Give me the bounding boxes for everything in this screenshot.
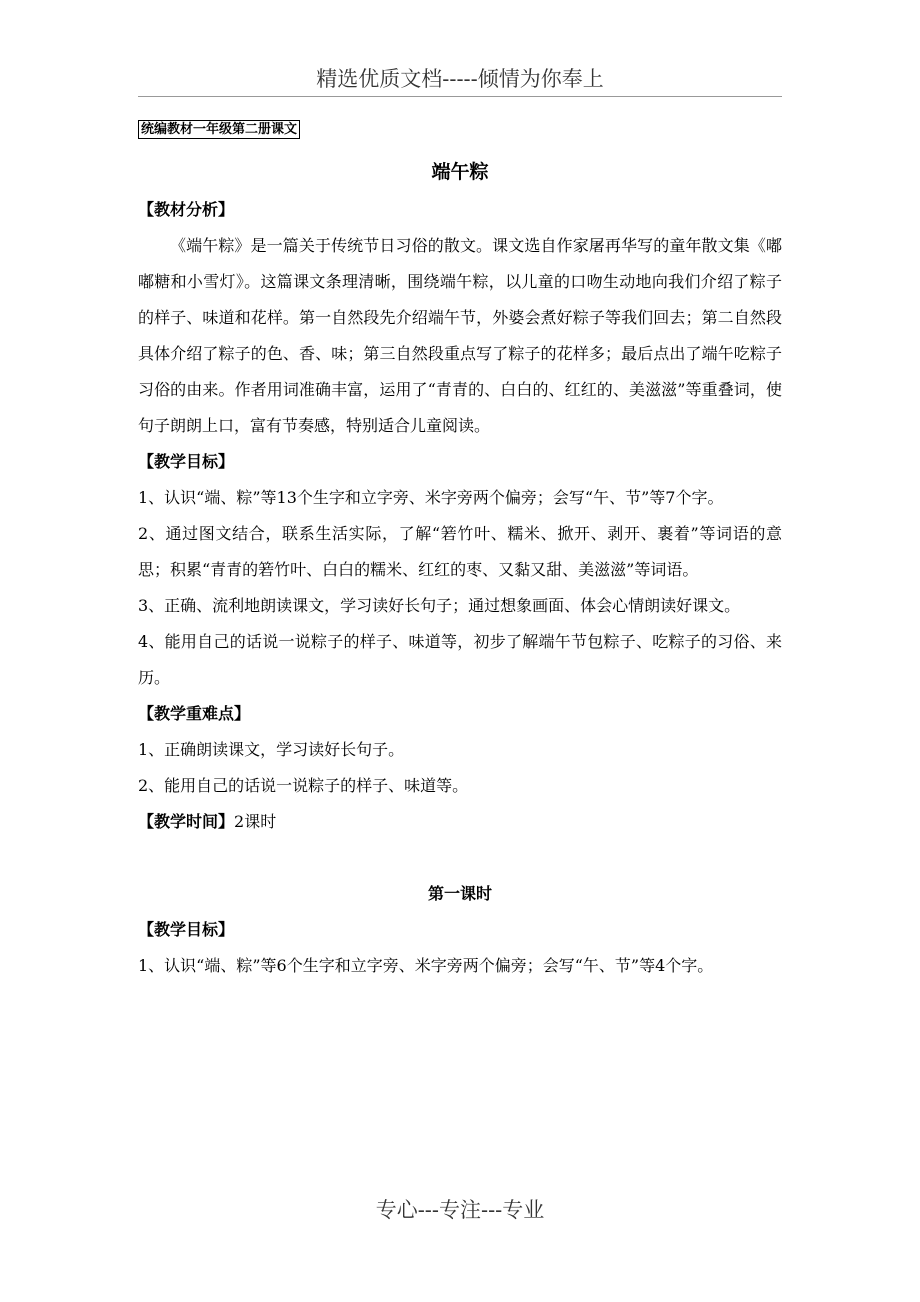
lesson-1-goals-heading: 【教学目标】 [138, 920, 235, 939]
key-points-heading: 【教学重难点】 [138, 704, 251, 723]
goals-heading: 【教学目标】 [138, 452, 235, 471]
analysis-heading: 【教材分析】 [138, 200, 235, 219]
goal-item-1: 1、认识“端、粽”等13个生字和立字旁、米字旁两个偏旁；会写“午、节”等7个字。 [138, 488, 724, 507]
document-title: 端午粽 [431, 161, 489, 183]
key-point-item-1: 1、正确朗读课文，学习读好长句子。 [138, 740, 405, 759]
teaching-time-heading: 【教学时间】 [138, 812, 235, 831]
lesson-1-title: 第一课时 [427, 884, 492, 903]
document-body [138, 152, 782, 984]
page-footer: 专心---专注---专业 [375, 1198, 545, 1222]
teaching-time-value: 2课时 [234, 812, 277, 831]
key-point-item-2: 2、能用自己的话说一说粽子的样子、味道等。 [138, 776, 469, 795]
teaching-time [138, 804, 782, 840]
analysis-paragraph: 《端午粽》是一篇关于传统节日习俗的散文。课文选自作家屠再华写的童年散文集《嘟嘟糖和小雪灯》。这篇课文条理清晰，围绕端午粽，以儿童的口吻生动地向我们介绍了粽子的样子、味道和花样。第一自然段先介绍端午节，外婆会煮好粽子等我们回去；第二自然段具体介绍了粽子的色、香、味；第三自然段重点写了粽子的花样多；最后点出了端午吃粽子习俗的由来。作者用词准确丰富，运用了“青青的、白白的、红红的、美滋滋”等重叠词，使句子朗朗上口，富有节奏感，特别适合儿童阅读。 [138, 236, 782, 435]
goal-item-3: 3、正确、流利地朗读课文，学习读好长句子；通过想象画面、体会心情朗读好课文。 [138, 596, 741, 615]
page-header: 精选优质文档-----倾情为你奉上 [138, 62, 782, 97]
textbook-tag: 统编教材一年级第二册课文 [138, 120, 300, 139]
goal-item-2: 2、通过图文结合，联系生活实际，了解“箬竹叶、糯米、掀开、剥开、裹着”等词语的意思；积累“青青的箬竹叶、白白的糯米、红红的枣、又黏又甜、美滋滋”等词语。 [138, 524, 782, 579]
goal-item-4: 4、能用自己的话说一说粽子的样子、味道等，初步了解端午节包粽子、吃粽子的习俗、来历。 [138, 632, 782, 687]
lesson-1-goal-item-1: 1、认识“端、粽”等6个生字和立字旁、米字旁两个偏旁；会写“午、节”等4个字。 [138, 956, 714, 975]
